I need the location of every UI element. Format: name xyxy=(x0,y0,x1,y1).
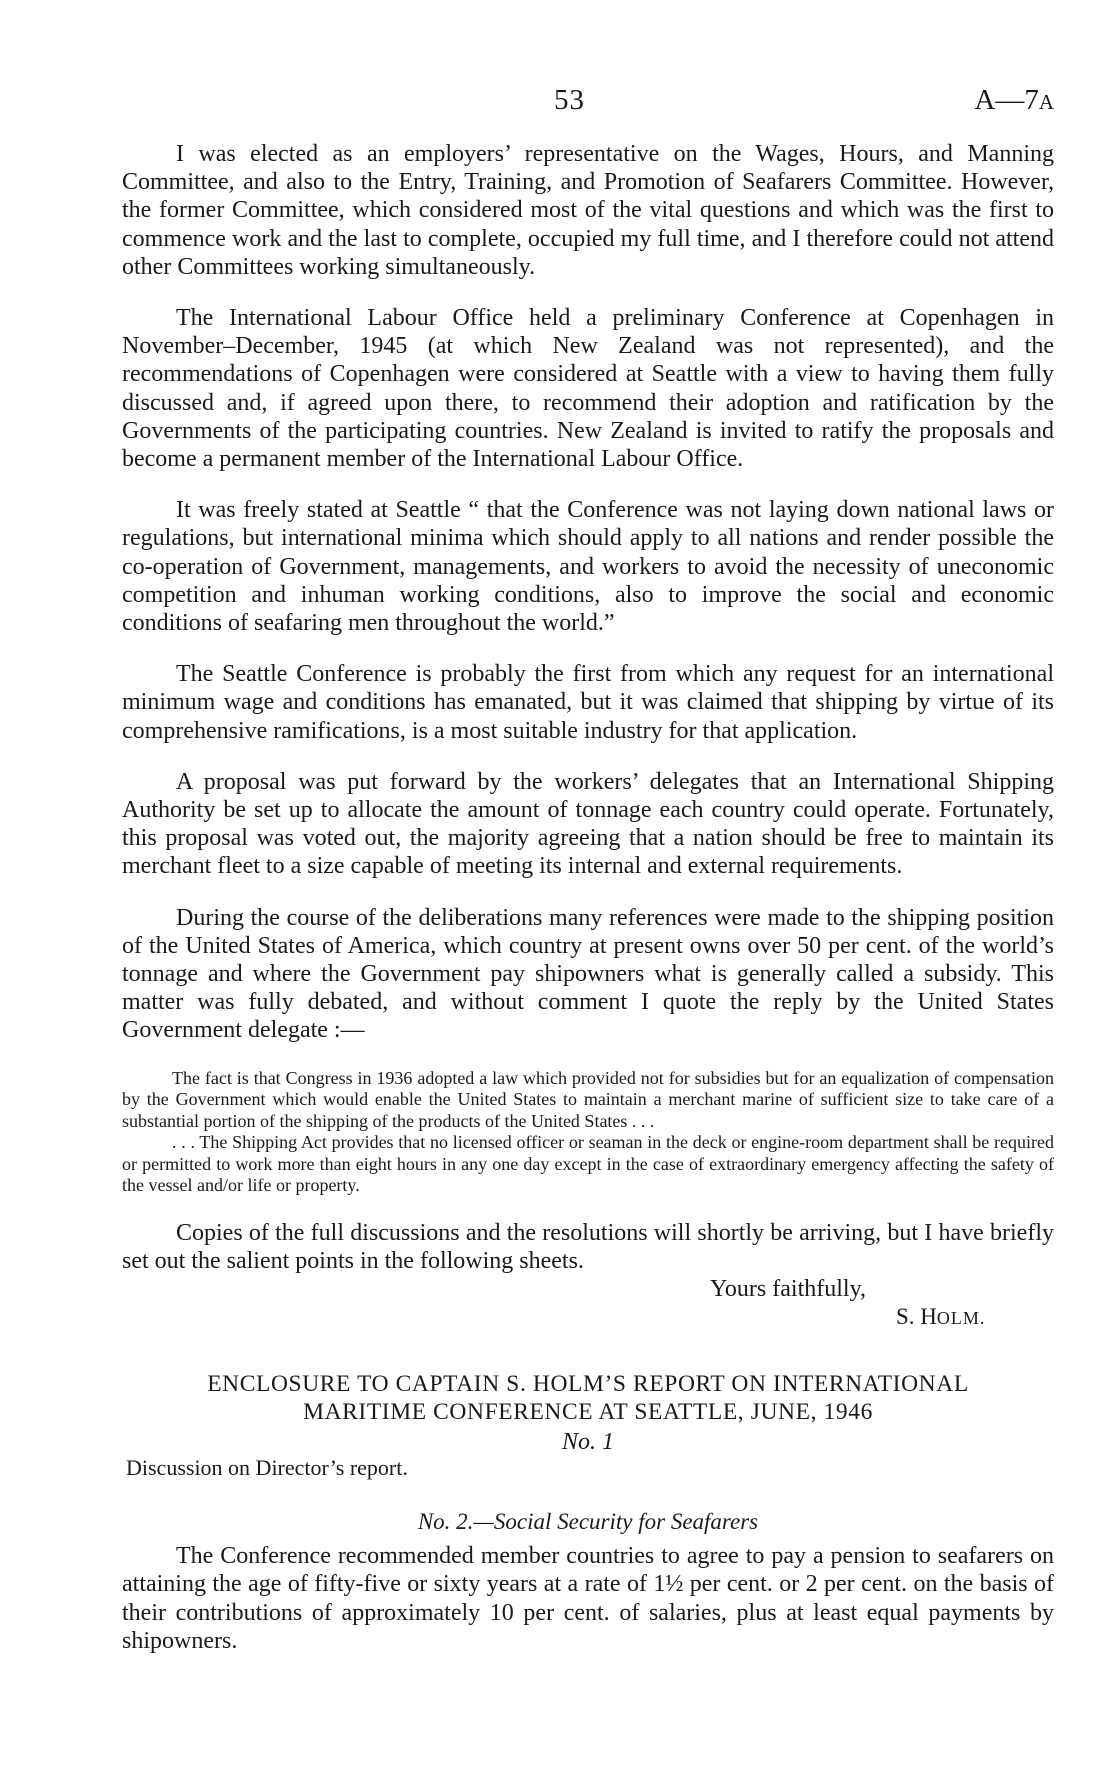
paragraph: A proposal was put forward by the workers’ delegates that an International Shipping Authority be set up to allocate the amount of tonnage each country could operate. Fortunately, this proposal was voted out, the majority agreeing that a nation should be free to maintain its merchant fleet to a size capable of meeting its internal and external requirements. xyxy=(122,768,1054,880)
item-text: Discussion on Director’s report. xyxy=(126,1455,408,1481)
document-reference xyxy=(974,84,1054,117)
page-number: 53 xyxy=(554,84,585,116)
paragraph: It was freely stated at Seattle “ that the Conference was not laying down national laws or regulations, but international minima which should apply to all nations and render possible the co-operation of Government, managements, and workers to avoid the necessity of uneconomic competition and inhuman working conditions, also to improve the social and economic conditions of seafaring men throughout the world.” xyxy=(122,497,1054,637)
signoff xyxy=(122,1275,1054,1332)
item-number-label: No. 1 xyxy=(561,1429,614,1456)
signer-surname-rest: OLM. xyxy=(936,1308,986,1329)
enclosure-title xyxy=(122,1370,1054,1426)
paragraph: I was elected as an employers’ representative on the Wages, Hours, and Manning Committee, and also to the Entry, Training, and Promotion of Seafarers Committee. However, the former Committee, which considered most of the vital questions and which was the first to commence work and the last to complete, occupied my full time, and I therefore could not attend other Committees working simultaneously. xyxy=(122,141,1054,280)
page-header xyxy=(124,84,1054,124)
reference-suffix: A xyxy=(1038,90,1054,114)
signer-initial: S. H xyxy=(896,1304,937,1330)
enclosure-title-line: ENCLOSURE TO CAPTAIN S. HOLM’S REPORT ON INTERNATIONAL xyxy=(207,1371,969,1398)
section-heading: No. 2.—Social Security for Seafarers xyxy=(417,1509,759,1535)
paragraph: The International Labour Office held a preliminary Conference at Copenhagen in November–December, 1945 (at which New Zealand was not represented), and the recommendations of Copenhagen were considered at Seattle with a view to having them fully discussed and, if agreed upon there, to recommend their adoption and ratification by the Governments of the participating countries. New Zealand is invited to ratify the proposals and become a permanent member of the International Labour Office. xyxy=(122,305,1054,473)
signer-name xyxy=(896,1303,1054,1332)
quoted-reply xyxy=(122,1068,1054,1197)
quote-paragraph: . . . The Shipping Act provides that no licensed officer or seaman in the deck or engine-room department shall be required or permitted to work more than eight hours in any one day except in the case of extraordinary emergency affecting the safety of the vessel and/or life or property. xyxy=(122,1132,1054,1196)
reference-main: A—7 xyxy=(974,84,1039,116)
report-body xyxy=(122,140,1054,1655)
paragraph: During the course of the deliberations many references were made to the shipping position of the United States of America, which country at present owns over 50 per cent. of the world’s tonnage and where the Government pay shipowners what is generally called a subsidy. This matter was fully debated, and without comment I quote the reply by the United States Government delegate :— xyxy=(122,904,1054,1044)
closing-paragraph: Copies of the full discussions and the resolutions will shortly be arriving, but I have briefly set out the salient points in the following sheets. xyxy=(122,1219,1054,1274)
quote-paragraph: The fact is that Congress in 1936 adopted a law which provided not for subsidies but for an equalization of compensation by the Government which would enable the United States to maintain a merchant marine of sufficient size to take care of a substantial portion of the shipping of the products of the United States . . . xyxy=(122,1067,1054,1131)
closing-phrase: Yours faithfully, xyxy=(710,1276,867,1303)
paragraph: The Seattle Conference is probably the first from which any request for an international minimum wage and conditions has emanated, but it was claimed that shipping by virtue of its comprehensive ramifications, is a most suitable industry for that application. xyxy=(122,661,1054,744)
paragraph: The Conference recommended member countries to agree to pay a pension to seafarers on attaining the age of fifty-five or sixty years at a rate of 1½ per cent. or 2 per cent. on the basis of their contributions of approximately 10 per cent. of salaries, plus at least equal payments by shipowners. xyxy=(122,1543,1054,1654)
enclosure-title-line: MARITIME CONFERENCE AT SEATTLE, JUNE, 1946 xyxy=(303,1399,873,1426)
